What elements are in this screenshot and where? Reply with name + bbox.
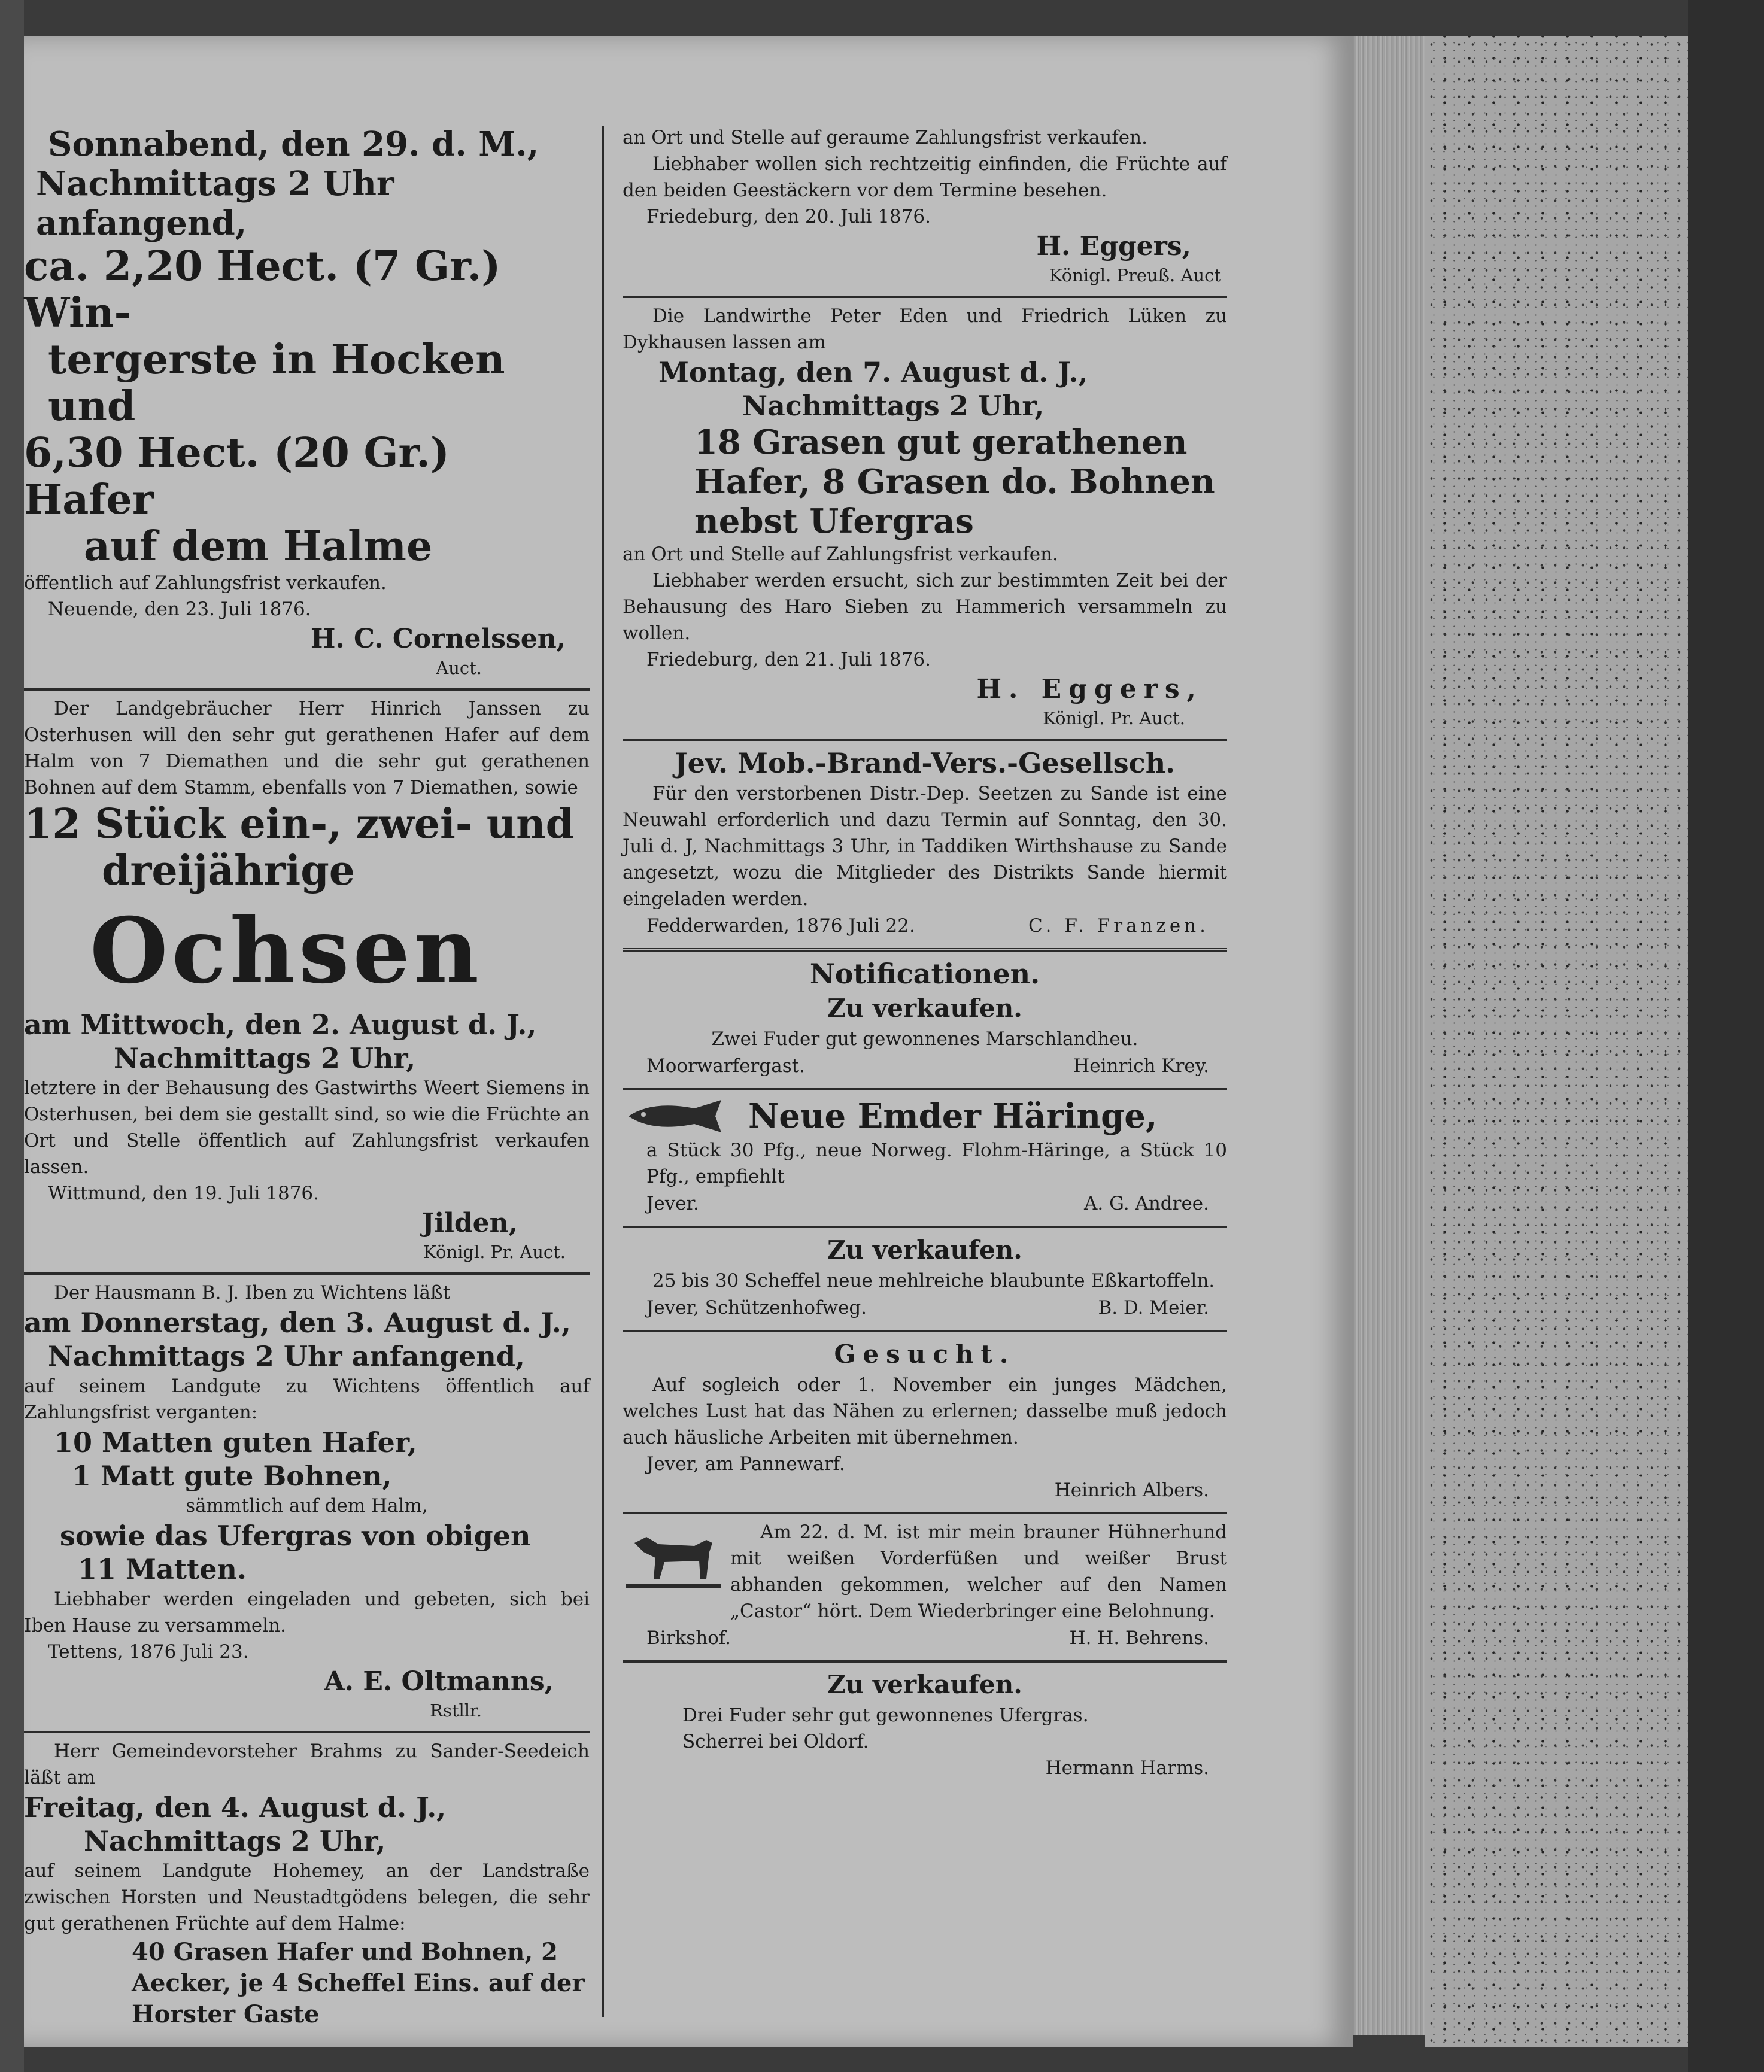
ad-head: Neue Emder Häringe, [748, 1096, 1158, 1136]
book-gutter [0, 0, 24, 2072]
ad-signature: H. Eggers, [1036, 231, 1191, 262]
ad-text: öffentlich auf Zahlungsfrist verkaufen. [24, 572, 387, 594]
ad-text: Der Landgebräucher Herr Hinrich Janssen zu Osterhusen will den sehr gut gerathenen Hafer auf dem Halm von 7 Diemathen und die sehr gut gerathenen Bohnen auf dem Stamm, ebenfalls von 7 Diemathen, sowie [24, 698, 590, 798]
ad-text: Herr Gemeindevorsteher Brahms zu Sander-Seedeich läßt am [24, 1740, 590, 1788]
ad-text: auf seinem Landgute Hohemey, an der Landstraße zwischen Horsten und Neustadtgödens belegen, die sehr gut gerathenen Früchte auf dem Halme: [24, 1860, 590, 1934]
ad-footer-row [623, 912, 1227, 940]
ad-eggers-2 [623, 298, 1227, 741]
ad-head: Gesucht. [834, 1339, 1016, 1369]
ad-eggers-1 [623, 120, 1227, 298]
ad-signature: H. Eggers, [976, 674, 1203, 704]
ad-text: an Ort und Stelle auf Zahlungsfrist verkaufen. [623, 543, 1058, 565]
fish-icon [623, 1095, 736, 1137]
ad-goods-line: auf dem Halme [84, 522, 433, 570]
ad-place: Moorwarfergast. [646, 1055, 805, 1077]
ad-brand-vers [623, 741, 1227, 952]
ad-huge-headline: Ochsen [90, 898, 482, 1004]
ad-place: Birkshof. [646, 1627, 731, 1649]
ad-signature-title: Königl. Pr. Auct. [423, 1242, 566, 1262]
ad-signature-title: Königl. Preuß. Auct [1049, 265, 1221, 285]
ad-place-date: Friedeburg, den 21. Juli 1876. [646, 649, 931, 670]
ad-place-date: Neuende, den 23. Juli 1876. [48, 598, 311, 620]
ad-head: Zu verkaufen. [827, 1235, 1022, 1265]
ad-signature: H. H. Behrens. [1069, 1627, 1209, 1649]
ad-text: Liebhaber wollen sich rechtzeitig einfinden, die Früchte auf den beiden Geestäckern vor dem Termine besehen. [623, 153, 1227, 201]
ad-date-line: Montag, den 7. August d. J., [658, 356, 1088, 388]
ad-place-date: Wittmund, den 19. Juli 1876. [48, 1183, 320, 1204]
ad-place-date: Fedderwarden, 1876 Juli 22. [646, 915, 915, 937]
ad-head: Zu verkaufen. [827, 1670, 1022, 1699]
ad-goods-line: tergerste in Hocken und [48, 336, 505, 430]
ad-item: 1 Matt gute Bohnen, [72, 1460, 392, 1492]
ad-text: 25 bis 30 Scheffel neue mehlreiche blaubunte Eßkartoffeln. [652, 1270, 1215, 1292]
ad-text: Für den verstorbenen Distr.-Dep. Seetzen zu Sande ist eine Neuwahl erforderlich und dazu Termin auf Sonntag, den 30. Juli d. J, Nachmittags 3 Uhr, in Taddiken Wirthshause zu Sande angesetzt, wozu die Mitglieder des Distrikts Sande hiermit eingeladen werden. [623, 783, 1227, 910]
ad-meier [623, 1228, 1227, 1332]
ad-oltmanns [24, 1275, 590, 1733]
ad-place: Jever. [646, 1193, 699, 1214]
ad-headline: 18 Grasen gut gerathenen Hafer, 8 Grasen do. Bohnen nebst Ufergras [694, 423, 1215, 541]
ad-krey [623, 952, 1227, 1090]
ad-text: an Ort und Stelle auf geraume Zahlungsfrist verkaufen. [623, 127, 1147, 148]
ad-signature: Heinrich Krey. [1073, 1055, 1209, 1077]
ad-text: letztere in der Behausung des Gastwirths Weert Siemens in Osterhusen, bei dem sie gestallt sind, so wie die Früchte an Ort und Stelle öffentlich auf Zahlungsfrist verkaufen lassen. [24, 1077, 590, 1178]
ad-signature: A. E. Oltmanns, [324, 1666, 554, 1697]
ad-text: Auf sogleich oder 1. November ein junges Mädchen, welches Lust hat das Nähen zu erlernen; dasselbe muß jedoch auch häusliche Arbeiten mit übernehmen. [623, 1374, 1227, 1448]
ad-date-line: am Mittwoch, den 2. August d. J., [24, 1008, 537, 1041]
ad-place-date: Friedeburg, den 20. Juli 1876. [646, 206, 931, 227]
ad-albers [623, 1332, 1227, 1514]
ad-signature: Hermann Harms. [1045, 1757, 1209, 1779]
ad-footer-row [623, 1624, 1227, 1652]
book-spine-shadow [1688, 0, 1764, 2072]
ad-harms [623, 1663, 1227, 1790]
ad-head: Zu verkaufen. [827, 994, 1022, 1023]
ad-date-line: Freitag, den 4. August d. J., [24, 1791, 447, 1824]
ad-signature: Heinrich Albers. [1054, 1479, 1209, 1501]
ad-janssen [24, 691, 590, 1275]
ad-head: Jev. Mob.-Brand-Vers.-Gesellsch. [674, 747, 1176, 779]
ad-text: Der Hausmann B. J. Iben zu Wichtens läßt [54, 1282, 451, 1304]
ad-item: 10 Matten guten Hafer, [54, 1426, 417, 1459]
ad-footer-row [623, 1052, 1227, 1080]
ad-text: a Stück 30 Pfg., neue Norweg. Flohm-Häringe, a Stück 10 Pfg., empfiehlt [646, 1140, 1227, 1187]
ad-place: Jever, am Pannewarf. [646, 1453, 845, 1475]
ad-headline: 12 Stück ein-, zwei- und [24, 800, 575, 848]
ad-andree [623, 1090, 1227, 1228]
ad-signature: H. C. Cornelssen, [310, 624, 566, 654]
ad-footer-row [623, 1190, 1227, 1217]
ad-signature: C. F. Franzen. [1028, 915, 1209, 937]
ad-signature: Jilden, [421, 1208, 518, 1238]
ad-time-line: Nachmittags 2 Uhr, [84, 1825, 386, 1857]
ad-text: Drei Fuder sehr gut gewonnenes Ufergras. [682, 1705, 1089, 1726]
ad-item-note: sämmtlich auf dem Halm, [186, 1495, 428, 1517]
column-divider [602, 126, 604, 2017]
ad-item: 11 Matten. [78, 1553, 247, 1585]
ad-place-date: Tettens, 1876 Juli 23. [48, 1641, 249, 1663]
ad-time-line: Nachmittags 2 Uhr anfangend, [36, 164, 394, 243]
ad-text: Die Landwirthe Peter Eden und Friedrich Lüken zu Dykhausen lassen am [623, 305, 1227, 353]
ad-signature-title: Auct. [436, 658, 482, 678]
ad-brahms [24, 1733, 590, 2038]
ad-text: Am 22. d. M. ist mir mein brauner Hühnerhund mit weißen Vorderfüßen und weißer Brust abhanden gekommen, welcher auf den Namen „Castor“ hört. Dem Wiederbringer eine Belohnung. [730, 1521, 1227, 1622]
ad-signature-title: Königl. Pr. Auct. [1043, 708, 1185, 728]
ad-text: auf seinem Landgute zu Wichtens öffentlich auf Zahlungsfrist verganten: [24, 1375, 590, 1423]
ad-date-line: Sonnabend, den 29. d. M., [48, 124, 539, 164]
ad-place: Jever, Schützenhofweg. [646, 1297, 867, 1318]
ad-dog-block [623, 1519, 1227, 1624]
section-head: Notificationen. [809, 958, 1040, 990]
ad-headline: 40 Grasen Hafer und Bohnen, 2 Aecker, je 4 Scheffel Eins. auf der Horster Gaste [132, 1938, 585, 2028]
ad-signature: B. D. Meier. [1098, 1297, 1209, 1318]
ad-time-line: Nachmittags 2 Uhr anfangend, [48, 1340, 526, 1372]
ad-item: sowie das Ufergras von obigen [60, 1520, 531, 1552]
ad-fish-header [623, 1095, 1227, 1137]
ad-text: Liebhaber werden ersucht, sich zur bestimmten Zeit bei der Behausung des Haro Sieben zu Hammerich versammeln zu wollen. [623, 570, 1227, 644]
ad-footer-row [623, 1294, 1227, 1321]
ad-goods-line: ca. 2,20 Hect. (7 Gr.) Win- [24, 242, 501, 337]
ad-headline: dreijährige [102, 847, 356, 895]
ad-place: Scherrei bei Oldorf. [682, 1731, 869, 1752]
ad-signature-title: Rstllr. [430, 1700, 482, 1721]
ad-time-line: Nachmittags 2 Uhr, [742, 390, 1045, 422]
book-cover-speckled [1425, 36, 1688, 2047]
left-column [24, 120, 590, 2038]
page-edges [1341, 36, 1425, 2035]
dog-icon [623, 1519, 724, 1597]
ad-time-line: Nachmittags 2 Uhr, [114, 1042, 416, 1074]
ad-behrens [623, 1514, 1227, 1663]
ad-signature: A. G. Andree. [1083, 1193, 1209, 1214]
ad-text: Zwei Fuder gut gewonnenes Marschlandheu. [711, 1028, 1138, 1050]
ad-text: Liebhaber werden eingeladen und gebeten, sich bei Iben Hause zu versammeln. [24, 1588, 590, 1636]
right-column [623, 120, 1227, 1790]
ad-date-line: am Donnerstag, den 3. August d. J., [24, 1307, 571, 1339]
ad-goods-line: 6,30 Hect. (20 Gr.) Hafer [24, 429, 450, 524]
ad-cornelssen [24, 120, 590, 691]
